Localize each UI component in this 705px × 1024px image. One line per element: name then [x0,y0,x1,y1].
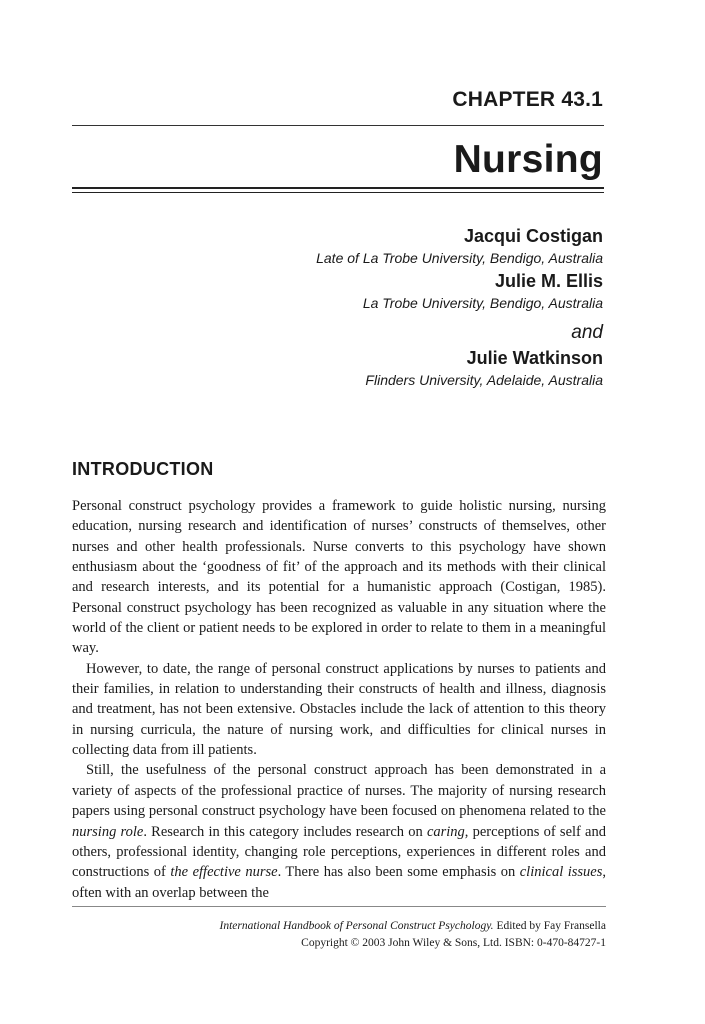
author-affiliation: Late of La Trobe University, Bendigo, Australia [316,250,603,266]
footer-rule [72,906,606,907]
text-run: Still, the usefulness of the personal construct approach has been demonstrated in a variety of aspects of the professional practice of nurses. The majority of nursing research papers using personal construct psychology have been focused on phenomena related to the [72,762,606,820]
paragraph-2: However, to date, the range of personal construct applications by nurses to patients and their families, in relation to understanding their constructs of health and illness, diagnosis and treatment, has not been extensive. Obstacles include the lack of attention to this theory in nursing curricula, the nature of nursing work, and difficulties for clinical nurses in collecting data from ill patients. [72,660,606,759]
emphasis-clinical-issues: clinical issues [519,864,603,881]
footer-citation-line [220,918,607,935]
author-block-3 [365,348,603,388]
author-conjunction: and [571,322,603,343]
editor-credit: Edited by Fay Fransella [493,920,606,932]
author-affiliation: La Trobe University, Bendigo, Australia [362,295,603,311]
emphasis-effective-nurse: the effective nurse [170,864,278,881]
copyright-line: Copyright © 2003 John Wiley & Sons, Ltd. ISBN: 0-470-84727-1 [301,937,606,949]
title-rule-thick [72,187,604,189]
author-name: Jacqui Costigan [463,226,603,246]
paragraph-1: Personal construct psychology provides a framework to guide holistic nursing, nursing education, nursing research and identification of nurses’ constructs of themselves, other nurses and other health professionals. Nurse converts to this psychology have shown enthusiasm about the ‘goodness of fit’ of the approach and its methods with their clinical and research interests, and its potential for a humanistic approach (Costigan, 1985). Personal construct psychology has been recognized as valuable in any situation where the world of the client or patient needs to be explored in order to relate to them in a meaningful way. [72,498,606,657]
book-title: International Handbook of Personal Construct Psychology. [219,920,494,932]
header-rule [72,125,604,126]
emphasis-nursing-role: nursing role [72,823,144,840]
author-name: Julie M. Ellis [494,271,603,291]
author-block-2 [363,271,603,311]
paragraph-3 [72,760,606,902]
chapter-label: CHAPTER 43.1 [452,88,603,111]
section-heading: INTRODUCTION [72,459,214,479]
text-run: , often with an overlap between the [72,864,606,901]
chapter-title: Nursing [453,138,603,181]
footer [220,918,607,952]
author-affiliation: Flinders University, Adelaide, Australia [365,372,603,388]
author-block-1 [316,226,603,266]
body-text [72,496,606,903]
author-name: Julie Watkinson [466,348,603,368]
text-run: . There has also been some emphasis on [277,864,520,881]
emphasis-caring: caring [426,823,465,840]
text-run: , perceptions of self and others, professional identity, changing role perceptions, experiences in different roles and constructions of [72,823,606,881]
text-run: . Research in this category includes research on [143,823,427,840]
title-rule-thin [72,192,604,193]
